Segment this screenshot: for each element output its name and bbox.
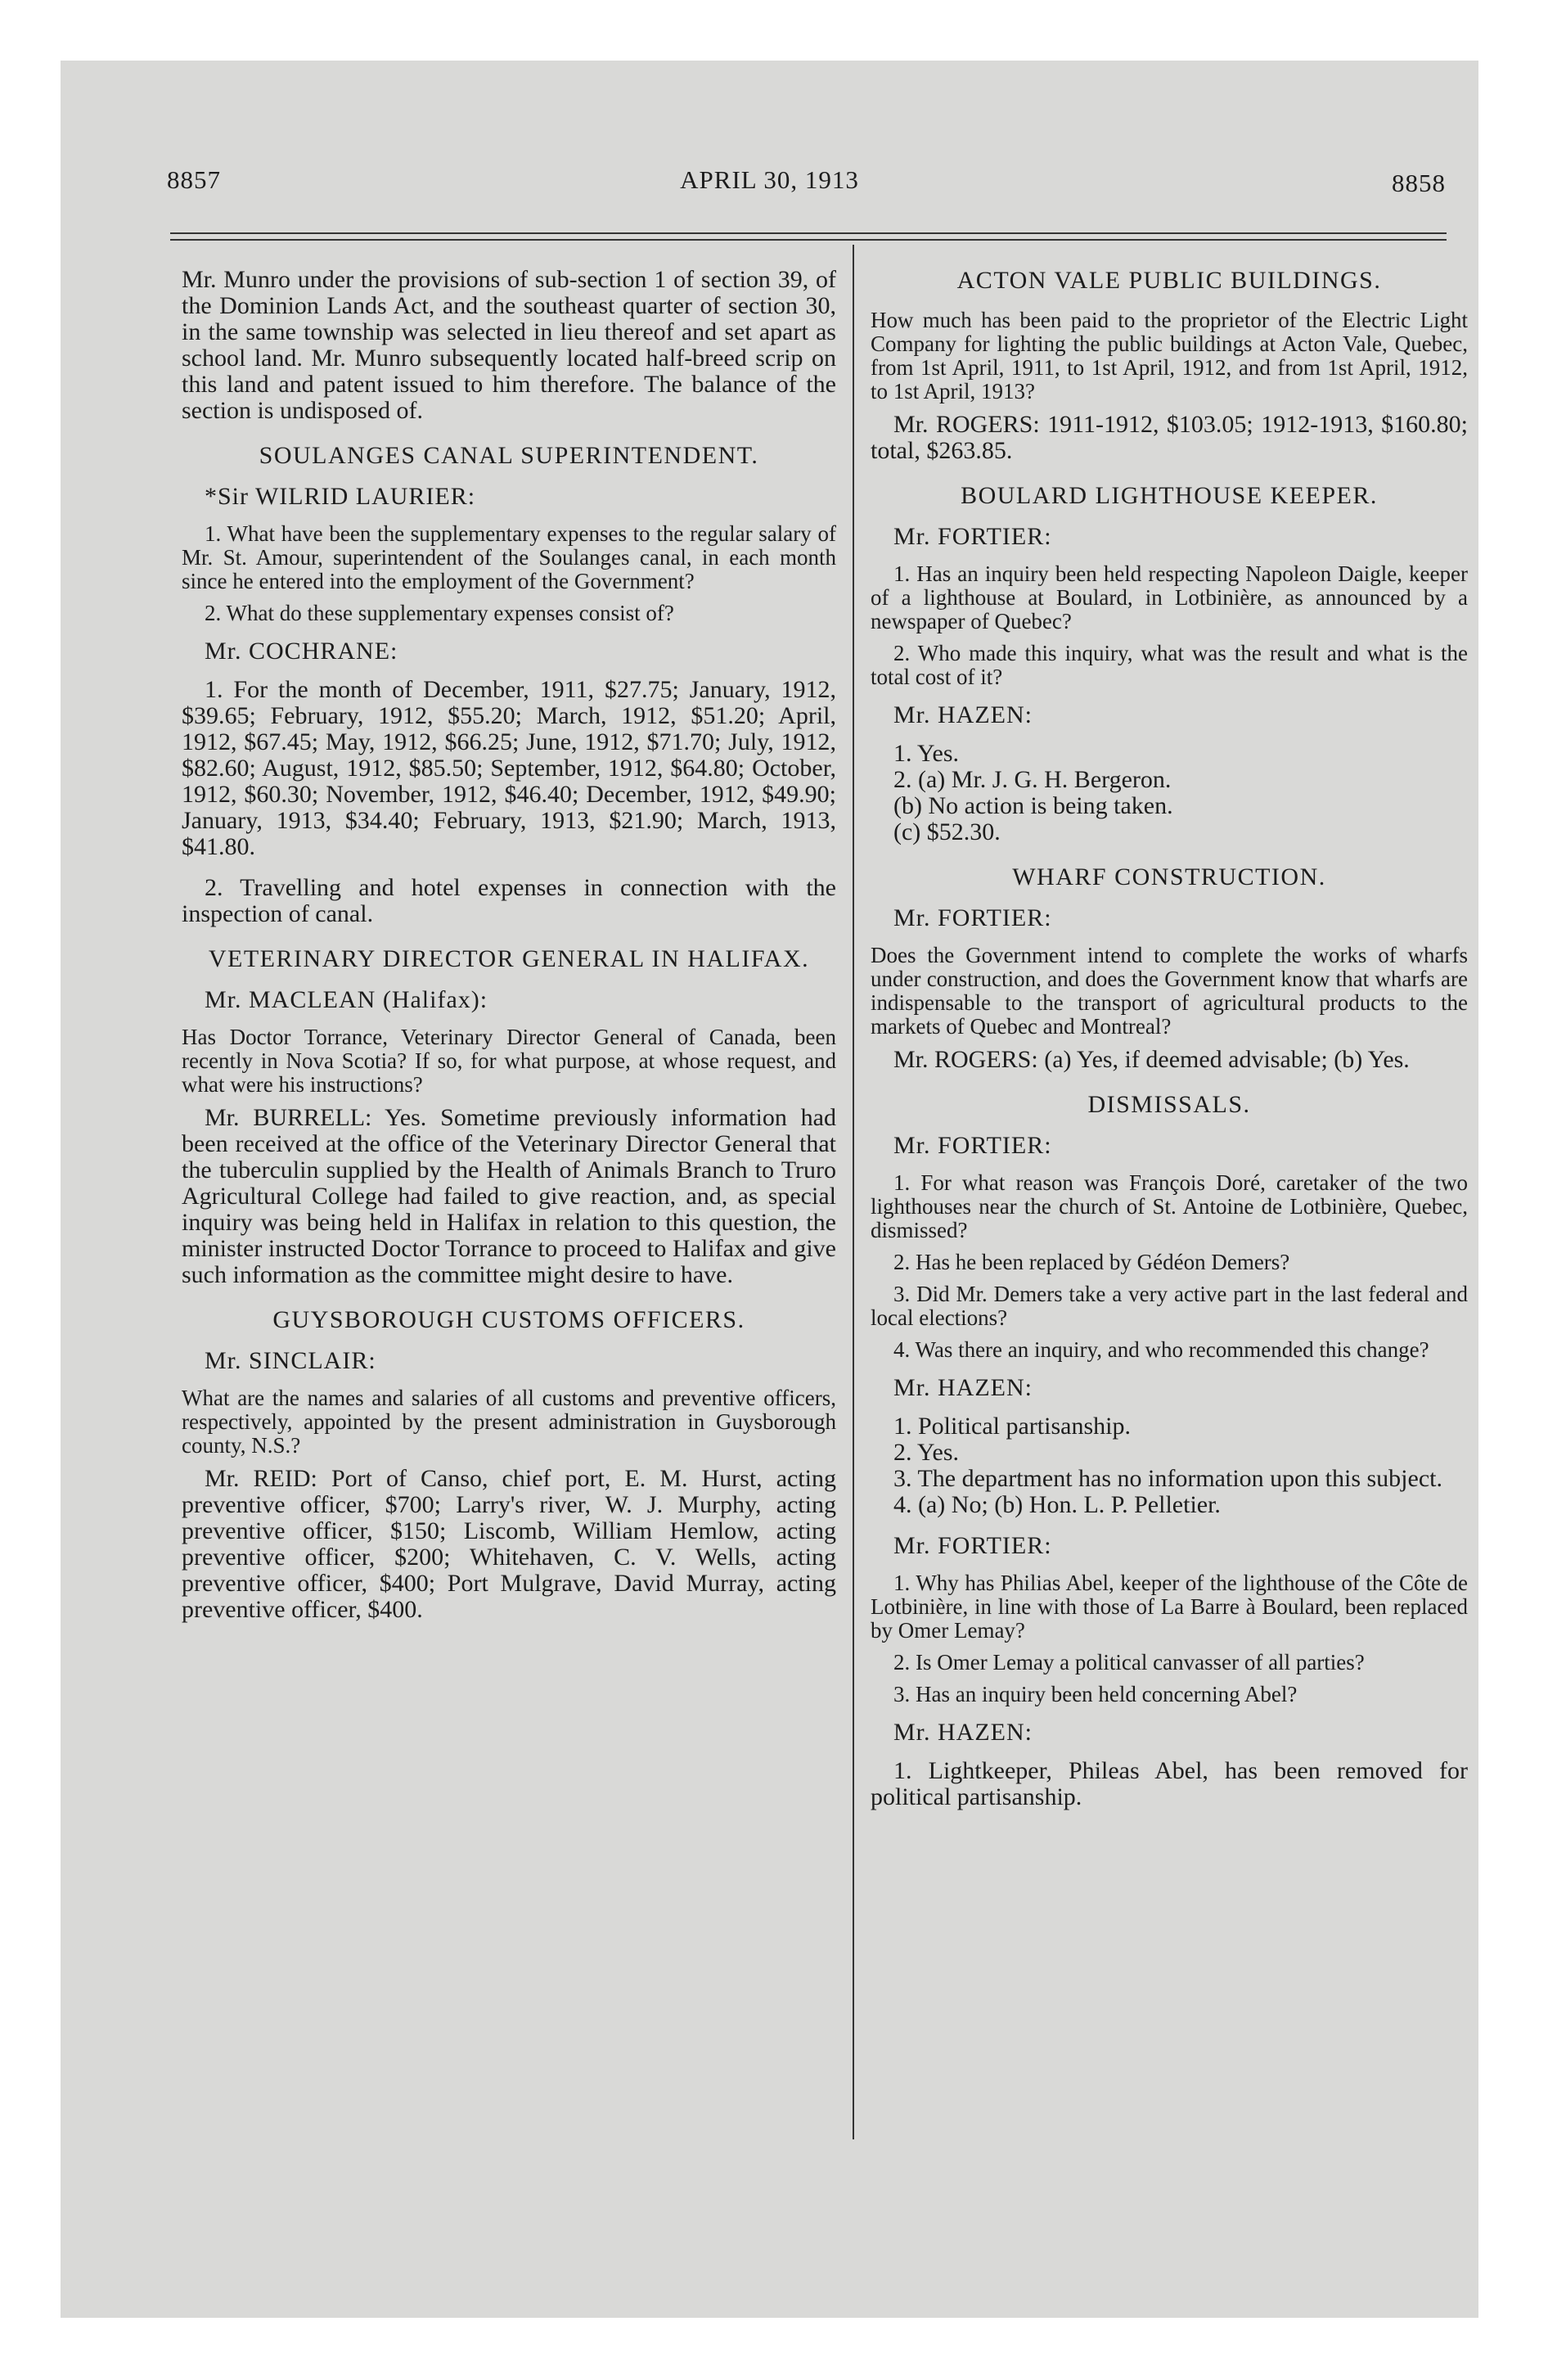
question: Does the Government intend to complete the works of wharfs under construction, and does the Government know that wharfs are indispensable to the transport of agricultural products to the markets of Quebec and Montreal? — [871, 943, 1468, 1039]
answer — [871, 412, 1468, 464]
speaker: Mr. FORTIER: — [893, 904, 1052, 931]
column-divider — [853, 245, 854, 2139]
question: 1. Has an inquiry been held respecting Napoleon Daigle, keeper of a lighthouse at Boulard, in Lotbinière, as announced by a newspaper of Quebec? — [871, 561, 1468, 633]
section-heading: ACTON VALE PUBLIC BUILDINGS. — [956, 267, 1382, 294]
speaker: *Sir WILRID LAURIER: — [205, 483, 476, 510]
page-date: APRIL 30, 1913 — [680, 165, 859, 194]
question: 1. Why has Philias Abel, keeper of the lighthouse of the Côte de Lotbinière, in line with those of La Barre à Boulard, been replaced by Omer Lemay? — [871, 1571, 1468, 1643]
answer: 1. Political partisanship. — [893, 1413, 1131, 1440]
answer: (b) No action is being taken. — [893, 792, 1173, 819]
answer: 1. Yes. — [893, 740, 960, 767]
speaker: Mr. ROGERS: — [893, 1046, 1038, 1073]
page-number-left: 8857 — [167, 165, 221, 194]
header-rule — [170, 232, 1447, 234]
answer: 1. For the month of December, 1911, $27.75; January, 1912, $39.65; February, 1912, $55.20; March, 1912, $51.20; April, 1912, $67.45; May, 1912, $66.25; June, 1912, $71.70; July, 1912, $82.60; August, 1912, $85.50; September, 1912, $64.80; October, 1912, $60.30; November, 1912, $46.40; December, 1912, $49.90; January, 1913, $34.40; February, 1913, $21.90; March, 1913, $41.80. — [182, 676, 836, 860]
answer-text: 1911-1912, $103.05; 1912-1913, $160.80; total, $263.85. — [871, 411, 1468, 464]
answer — [871, 1047, 1468, 1073]
answer-text: (a) Yes, if deemed advisable; (b) Yes. — [1044, 1046, 1410, 1073]
question: 3. Has an inquiry been held concerning Abel? — [893, 1682, 1298, 1706]
paragraph: Mr. Munro under the provisions of sub-section 1 of section 39, of the Dominion Lands Act, and the southeast quarter of section 30, in the same township was selected in lieu thereof and set apart as school land. Mr. Munro subsequently located half-breed scrip on this land and patent issued to him therefore. The balance of the section is undisposed of. — [182, 266, 836, 424]
speaker: Mr. MACLEAN (Halifax): — [205, 986, 488, 1013]
answer: 2. (a) Mr. J. G. H. Bergeron. — [893, 766, 1172, 793]
speaker: Mr. COCHRANE: — [205, 638, 398, 665]
speaker: Mr. ROGERS: — [893, 411, 1040, 438]
answer: 1. Lightkeeper, Phileas Abel, has been removed for political partisanship. — [871, 1757, 1468, 1810]
section-heading: BOULARD LIGHTHOUSE KEEPER. — [961, 482, 1378, 509]
question: 1. For what reason was François Doré, caretaker of the two lighthouses near the church of St. Antoine de Lotbinière, Quebec, dismissed? — [871, 1170, 1468, 1242]
question: 3. Did Mr. Demers take a very active part in the last federal and local elections? — [871, 1282, 1468, 1330]
question: What are the names and salaries of all customs and preventive officers, respectively, appointed by the present administration in Guysborough county, N.S.? — [182, 1386, 836, 1458]
question: 2. What do these supplementary expenses consist of? — [205, 601, 674, 625]
answer-text: Port of Canso, chief port, E. M. Hurst, acting preventive officer, $700; Larry's river, W. J. Murphy, acting preventive officer, $150; Liscomb, William Hemlow, acting preventive officer, $200; Whitehaven, C. V. Wells, acting preventive officer, $400; Port Mulgrave, David Murray, acting preventive officer, $400. — [182, 1465, 837, 1623]
section-heading: SOULANGES CANAL SUPERINTENDENT. — [259, 442, 759, 469]
answer-text: Yes. Sometime previously information had been received at the office of the Veterinary Director General that the tuberculin supplied by the Health of Animals Branch to Truro Agricultural College had failed to give reaction, and, as special inquiry was being held in Halifax in relation to this question, the minister instructed Doctor Torrance to proceed to Halifax and give such information as the committee might desire to have. — [182, 1104, 836, 1288]
section-heading: DISMISSALS. — [1087, 1091, 1251, 1118]
section-heading: VETERINARY DIRECTOR GENERAL IN HALIFAX. — [208, 945, 810, 972]
speaker: Mr. BURRELL: — [205, 1104, 372, 1131]
section-heading: WHARF CONSTRUCTION. — [1012, 863, 1326, 890]
answer: 2. Yes. — [893, 1439, 960, 1466]
answer: 2. Travelling and hotel expenses in connection with the inspection of canal. — [182, 874, 836, 927]
section-heading: GUYSBOROUGH CUSTOMS OFFICERS. — [272, 1306, 745, 1333]
answer: 3. The department has no information upon this subject. — [893, 1465, 1442, 1492]
speaker: Mr. FORTIER: — [893, 1132, 1052, 1159]
speaker: Mr. FORTIER: — [893, 1532, 1052, 1559]
speaker: Mr. FORTIER: — [893, 523, 1052, 550]
question: How much has been paid to the proprietor of the Electric Light Company for lighting the public buildings at Acton Vale, Quebec, from 1st April, 1911, to 1st April, 1912, and from 1st April, 1912, to 1st April, 1913? — [871, 308, 1468, 403]
answer — [182, 1466, 836, 1623]
question: 2. Is Omer Lemay a political canvasser of all parties? — [893, 1650, 1365, 1675]
left-column — [182, 267, 836, 1638]
speaker: Mr. SINCLAIR: — [205, 1347, 376, 1374]
hansard-page — [61, 61, 1478, 2318]
answer: (c) $52.30. — [893, 818, 1001, 845]
question: 4. Was there an inquiry, and who recommended this change? — [893, 1337, 1429, 1362]
speaker: Mr. HAZEN: — [893, 701, 1033, 728]
question: 2. Who made this inquiry, what was the result and what is the total cost of it? — [871, 641, 1468, 689]
speaker: Mr. HAZEN: — [893, 1719, 1033, 1746]
question: Has Doctor Torrance, Veterinary Director General of Canada, been recently in Nova Scotia? If so, for what purpose, at whose request, and what were his instructions? — [182, 1025, 836, 1097]
speaker: Mr. HAZEN: — [893, 1374, 1033, 1401]
speaker: Mr. REID: — [205, 1465, 317, 1492]
question: 2. Has he been replaced by Gédéon Demers? — [893, 1250, 1290, 1274]
question: 1. What have been the supplementary expenses to the regular salary of Mr. St. Amour, superintendent of the Soulanges canal, in each month since he entered into the employment of the Government? — [182, 521, 836, 593]
page-number-right: 8858 — [1392, 169, 1446, 197]
header-rule — [170, 239, 1447, 241]
answer — [182, 1105, 836, 1288]
right-column — [871, 267, 1468, 1825]
answer: 4. (a) No; (b) Hon. L. P. Pelletier. — [893, 1491, 1221, 1518]
